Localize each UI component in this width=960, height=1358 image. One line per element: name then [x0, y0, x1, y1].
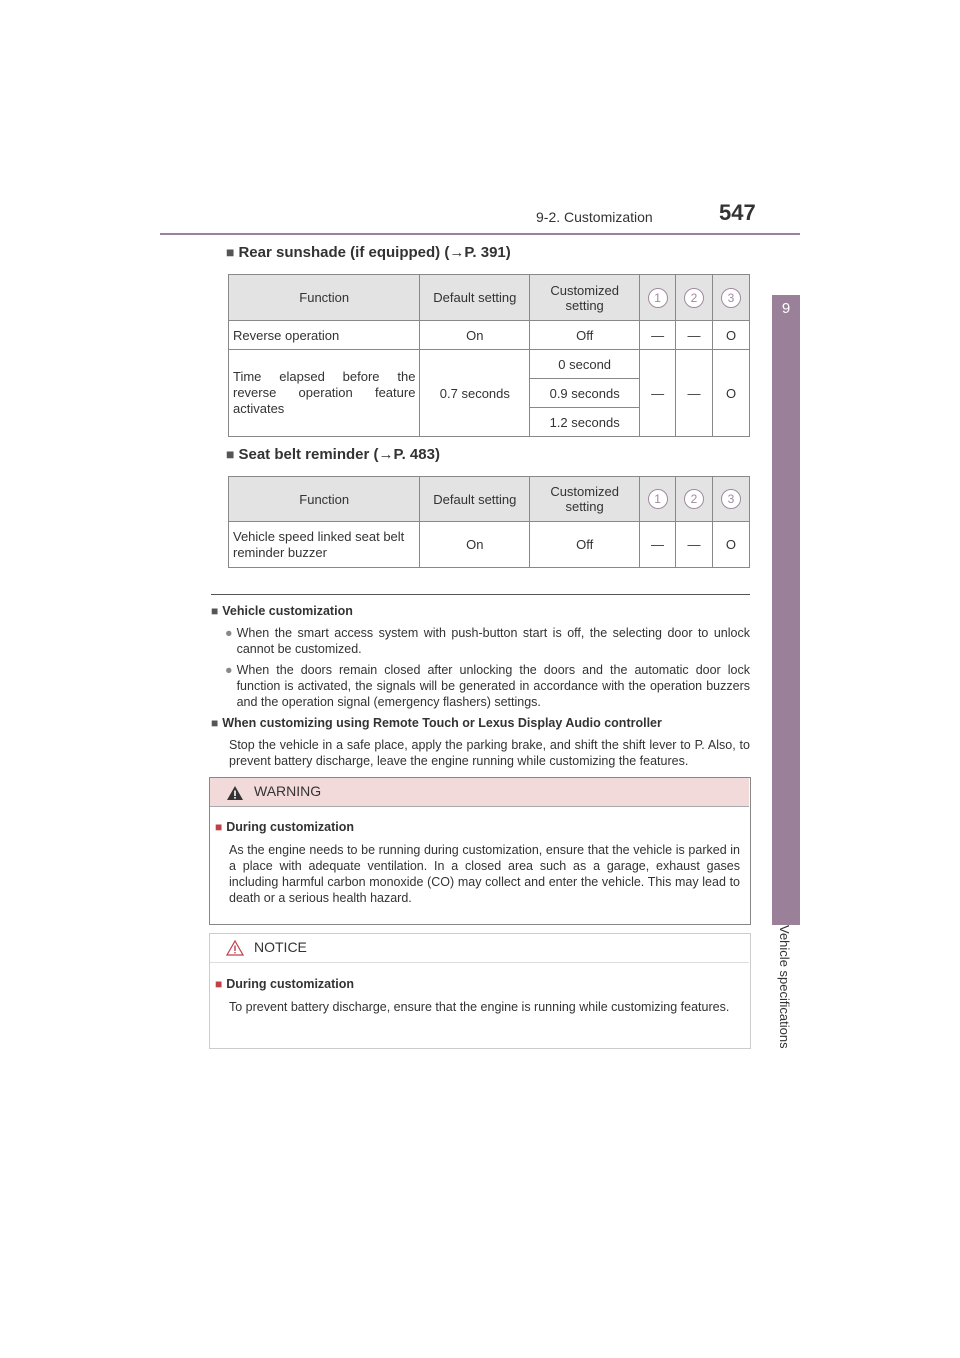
- chapter-tab: [772, 295, 800, 925]
- warning-text: As the engine needs to be running during customization, ensure that the vehicle is parked in a place with adequate ventilation. In a closed area such as a garage, exhaust gases including harmful carbon monoxide (CO) may collect and enter the vehicle. This may lead to death or a serious health hazard.: [229, 843, 740, 905]
- circle-bullet-icon: ●: [225, 626, 233, 640]
- rear-sunshade-ref[interactable]: P. 391): [464, 244, 511, 261]
- seat-belt-title: Seat belt reminder (: [238, 446, 379, 463]
- note-bullet-2-text: When the doors remain closed after unlocking the doors and the automatic door lock function is activated, the signals will be generated in accordance with the operation buzzers and the operation signal (emergency flashers) settings.: [236, 663, 750, 709]
- section-divider: [211, 594, 750, 595]
- header-customized: Customized setting: [530, 275, 640, 321]
- cell-customized: Off: [530, 522, 640, 568]
- cell-col3: O: [713, 321, 750, 350]
- cell-function: Time elapsed before the reverse operation feature activates: [229, 350, 420, 437]
- notice-text: To prevent battery discharge, ensure that the engine is running while customizing features.: [229, 1000, 730, 1014]
- cell-col1: —: [640, 522, 676, 568]
- arrow-right-icon: →: [378, 446, 394, 463]
- header-col3: [712, 477, 749, 522]
- square-bullet-icon: ■: [211, 604, 219, 618]
- section-title: 9-2. Customization: [536, 209, 653, 225]
- remote-touch-text: Stop the vehicle in a safe place, apply the parking brake, and shift the shift lever to P. Also, to prevent battery discharge, leave the engine running while customizing the features.: [229, 738, 750, 768]
- warning-label: WARNING: [254, 783, 322, 799]
- cell-option: 0 second: [530, 350, 640, 379]
- square-bullet-icon: ■: [226, 244, 235, 260]
- cell-col3: O: [712, 522, 749, 568]
- notice-triangle-icon: [226, 940, 244, 956]
- notice-header: [210, 934, 749, 963]
- header-customized: Customized setting: [530, 477, 640, 522]
- remote-touch-heading: [211, 716, 662, 730]
- page-number: 547: [719, 200, 756, 225]
- chapter-title: Vehicle specifications: [777, 925, 792, 1049]
- seat-belt-heading: [226, 446, 440, 463]
- chapter-title-wrap: [777, 925, 795, 1075]
- chapter-number: 9: [781, 300, 791, 317]
- table-header-row: [229, 275, 750, 321]
- cell-option: 0.9 seconds: [530, 379, 640, 408]
- circled-number-icon: 1: [648, 489, 668, 509]
- header-rule: [160, 233, 800, 235]
- cell-default: On: [420, 321, 530, 350]
- remote-touch-title: When customizing using Remote Touch or Lexus Display Audio controller: [222, 716, 662, 730]
- table-row: [229, 350, 750, 379]
- notice-label: NOTICE: [254, 939, 307, 955]
- header-col2: [676, 477, 713, 522]
- cell-col2: —: [676, 522, 713, 568]
- table-row: [229, 522, 750, 568]
- cell-col3: O: [713, 350, 750, 437]
- cell-default: On: [420, 522, 530, 568]
- circled-number-icon: 3: [721, 288, 741, 308]
- note-bullet-1: [225, 625, 750, 657]
- cell-function: Reverse operation: [229, 321, 420, 350]
- notice-title: During customization: [226, 977, 355, 991]
- warning-heading: [215, 820, 354, 834]
- header-col1: [640, 275, 676, 321]
- notice-heading: [215, 977, 354, 991]
- cell-col1: —: [640, 321, 676, 350]
- circled-number-icon: 1: [648, 288, 668, 308]
- table-row: [229, 321, 750, 350]
- header-function: Function: [229, 275, 420, 321]
- seat-belt-table: [228, 476, 750, 568]
- cell-col2: —: [676, 321, 713, 350]
- vehicle-customization-title: Vehicle customization: [222, 604, 353, 618]
- cell-customized: Off: [530, 321, 640, 350]
- square-bullet-icon: ■: [211, 716, 219, 730]
- cell-col2: —: [676, 350, 713, 437]
- note-bullet-2: [225, 662, 750, 710]
- cell-option: 1.2 seconds: [530, 408, 640, 437]
- seat-belt-ref[interactable]: P. 483): [393, 446, 440, 463]
- cell-function: Vehicle speed linked seat belt reminder buzzer: [229, 522, 420, 568]
- circle-bullet-icon: ●: [225, 663, 233, 677]
- rear-sunshade-heading: [226, 244, 511, 261]
- warning-triangle-icon: [226, 785, 244, 801]
- header-col2: [676, 275, 713, 321]
- warning-header: [210, 778, 749, 807]
- table-header-row: [229, 477, 750, 522]
- circled-number-icon: 2: [684, 288, 704, 308]
- warning-title: During customization: [226, 820, 355, 834]
- vehicle-customization-heading: [211, 604, 353, 618]
- square-bullet-icon: ■: [215, 977, 223, 991]
- cell-col1: —: [640, 350, 676, 437]
- circled-number-icon: 2: [684, 489, 704, 509]
- cell-default: 0.7 seconds: [420, 350, 530, 437]
- note-bullet-1-text: When the smart access system with push-button start is off, the selecting door to unlock cannot be customized.: [236, 626, 750, 656]
- header-col1: [640, 477, 676, 522]
- header-col3: [713, 275, 750, 321]
- rear-sunshade-title: Rear sunshade (if equipped) (: [238, 244, 450, 261]
- header-default: Default setting: [420, 477, 530, 522]
- square-bullet-icon: ■: [215, 820, 223, 834]
- header-function: Function: [229, 477, 420, 522]
- square-bullet-icon: ■: [226, 446, 235, 462]
- arrow-right-icon: →: [449, 244, 465, 261]
- header-default: Default setting: [420, 275, 530, 321]
- rear-sunshade-table: [228, 274, 750, 437]
- circled-number-icon: 3: [721, 489, 741, 509]
